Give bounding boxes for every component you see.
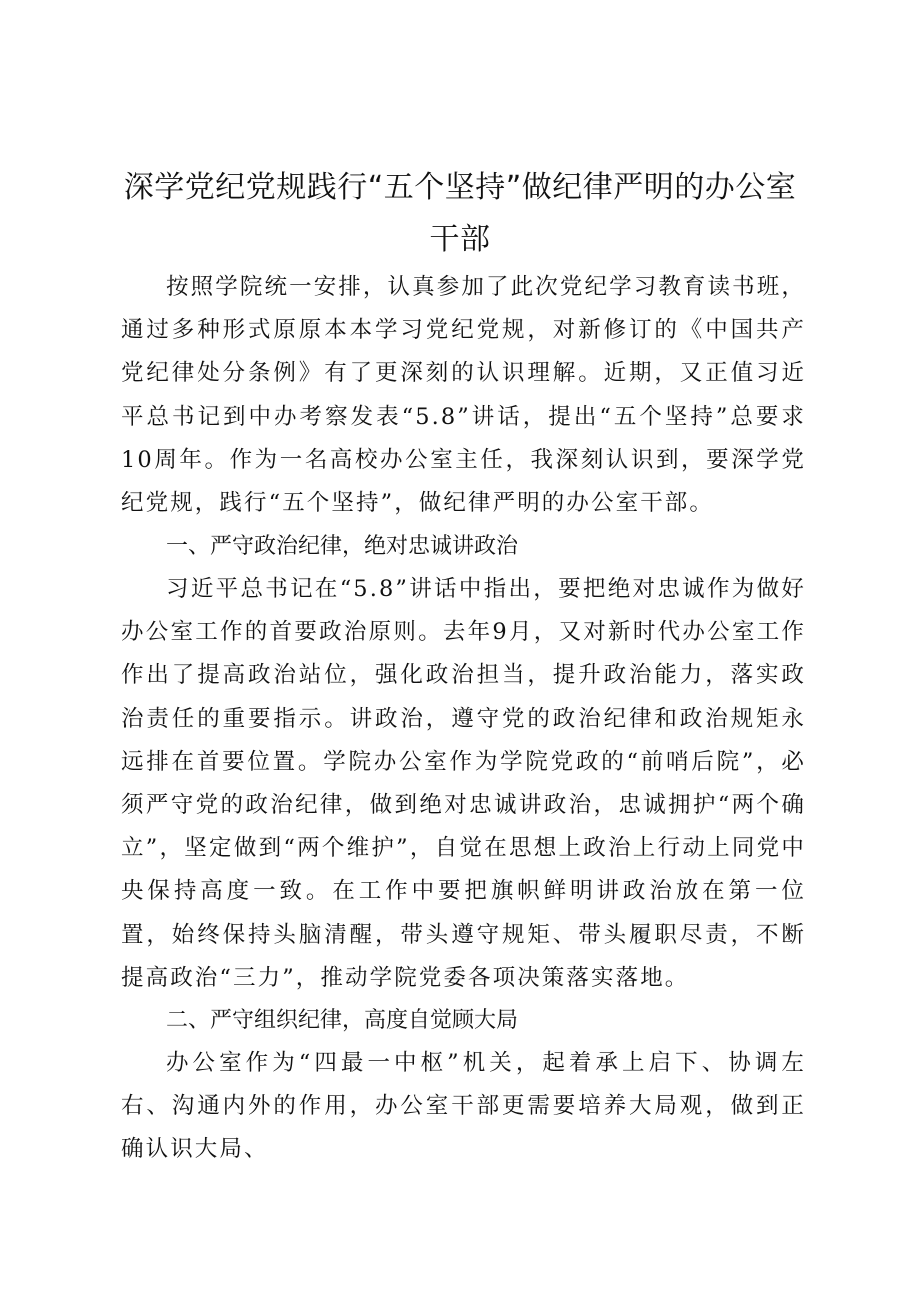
section-heading-political-discipline: 一、严守政治纪律，绝对忠诚讲政治 — [166, 534, 519, 559]
section-paragraph-political-discipline: 习近平总书记在“5.8”讲话中指出，要把绝对忠诚作为做好办公室工作的首要政治原则。去年9月，又对新时代办公室工作作出了提高政治站位，强化政治担当，提升政治能力，落实政治责任的重要指示。讲政治，遵守党的政治纪律和政治规矩永远排在首要位置。学院办公室作为学院党政的“前哨后院”，必须严守党的政治纪律，做到绝对忠诚讲政治，忠诚拥护“两个确立”，坚定做到“两个维护”，自觉在思想上政治上行动上同党中央保持高度一致。在工作中要把旗帜鲜明讲政治放在第一位置，始终保持头脑清醒，带头遵守规矩、带头履职尽责，不断提高政治“三力”，推动学院党委各项决策落实落地。 — [121, 576, 806, 991]
document-title: 深学党纪党规践行“五个坚持”做纪律严明的办公室干部 — [123, 170, 797, 257]
section-heading-organizational-discipline: 二、严守组织纪律，高度自觉顾大局 — [166, 1008, 519, 1033]
intro-paragraph: 按照学院统一安排，认真参加了此次党纪学习教育读书班，通过多种形式原原本本学习党纪党规，对新修订的《中国共产党纪律处分条例》有了更深刻的认识理解。近期，又正值习近平总书记到中办考察发表“5.8”讲话，提出“五个坚持”总要求10周年。作为一名高校办公室主任，我深刻认识到，要深学党纪党规，践行“五个坚持”，做纪律严明的办公室干部。 — [121, 274, 806, 517]
section-paragraph-organizational-discipline: 办公室作为“四最一中枢”机关，起着承上启下、协调左右、沟通内外的作用，办公室干部更需要培养大局观，做到正确认识大局、 — [121, 1050, 806, 1163]
